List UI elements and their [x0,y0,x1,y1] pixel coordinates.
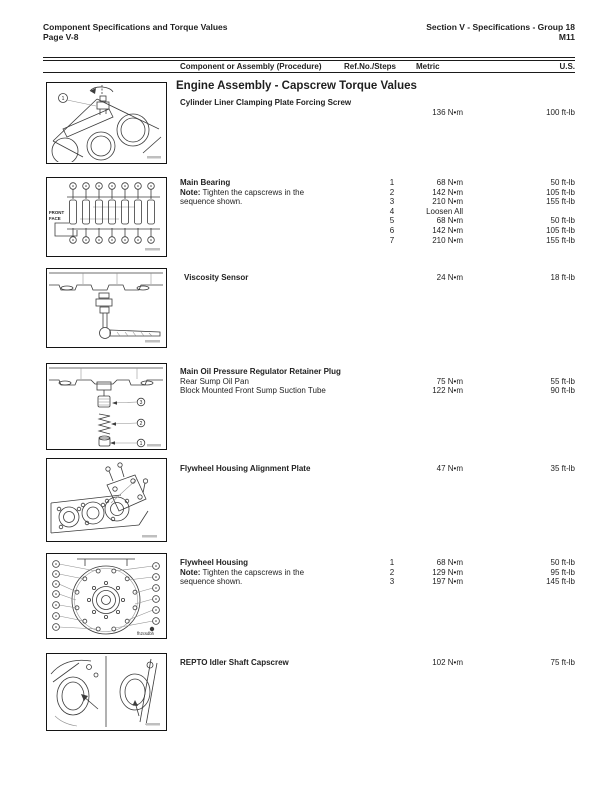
rule-top-2 [43,60,575,61]
page-header-left [43,22,228,42]
sub-row [0,377,612,387]
us-value: 55 ft-lb [550,376,575,386]
ratchet-head [100,328,111,339]
page-header-right [426,22,575,42]
note-label: Note: [180,187,201,197]
metric-value: 102 N•m [432,658,463,667]
front-face-label-1: FRONT [49,210,65,215]
us-value: 35 ft-lb [550,464,575,473]
metric-value: 210 N•m [432,197,463,207]
figure-caption: fh2csdbh [137,631,154,636]
col-header-metric: Metric [416,62,440,71]
value-row [0,273,612,283]
section-group: Section V - Specifications - Group 18 [426,22,575,32]
engine-model: M11 [558,32,575,42]
component-heading: Main Oil Pressure Regulator Retainer Plug [180,367,341,376]
step-ref: 6 [389,226,395,235]
metric-value: 122 N•m [432,386,463,396]
component-heading: Cylinder Liner Clamping Plate Forcing Screw [180,98,352,107]
step-row [0,558,612,568]
step-ref: 4 [389,206,395,216]
callout-2: 2 [139,420,143,427]
step-row [0,178,612,188]
us-value: 105 ft-lb [546,226,575,235]
metric-value: 75 N•m [436,376,463,386]
metric-value: 210 N•m [432,235,463,245]
metric-value: 68 N•m [436,216,463,226]
step-row [0,236,612,246]
metric-value: 129 N•m [432,567,463,577]
us-value: 100 ft-lb [546,107,575,117]
step-row [0,207,612,217]
page-number: Page V-8 [43,32,79,42]
us-value: 155 ft-lb [546,235,575,245]
col-header-ref: Ref.No./Steps [344,62,397,71]
metric-value: 68 N•m [436,558,463,567]
callout-3: 3 [139,399,143,406]
us-value: 155 ft-lb [546,197,575,207]
us-value: 75 ft-lb [550,658,575,667]
step-row [0,197,612,207]
us-value: 105 ft-lb [546,187,575,197]
us-value: 18 ft-lb [550,273,575,282]
step-ref: 2 [389,187,395,197]
metric-value: 142 N•m [432,187,463,197]
sub-row [0,386,612,396]
metric-value: 68 N•m [436,178,463,187]
metric-value: 47 N•m [436,464,463,473]
step-ref: 2 [389,567,395,577]
value-row [0,464,612,474]
step-ref: 1 [389,178,395,187]
step-row [0,226,612,236]
cylinder-liner-clamp-drawing [47,83,165,162]
step-ref: 3 [389,197,395,207]
sub-label: Block Mounted Front Sump Suction Tube [180,386,326,396]
callout-1: 1 [61,96,65,102]
doc-title: Component Specifications and Torque Values [43,22,228,32]
step-row [0,188,612,198]
component-heading: REPTO Idler Shaft Capscrew [180,658,289,667]
callout-1: 1 [139,440,143,447]
component-heading: Viscosity Sensor [184,273,249,282]
us-value: 90 ft-lb [550,386,575,396]
metric-value: 136 N•m [432,107,463,117]
metric-value: 24 N•m [436,273,463,282]
metric-value: Loosen All [426,206,463,216]
spring [99,414,110,434]
step-ref: 5 [389,216,395,226]
step-ref: 3 [389,577,395,587]
step-row [0,216,612,226]
front-face-label-2: FACE [49,216,61,221]
value-row [0,108,612,118]
metric-value: 142 N•m [432,226,463,235]
note-label: Note: [180,567,201,577]
value-row [0,658,612,668]
col-header-us: U.S. [559,62,575,71]
us-value: 50 ft-lb [550,558,575,567]
us-value: 145 ft-lb [546,577,575,587]
col-header-component: Component or Assembly (Procedure) [180,62,322,71]
component-heading: Flywheel Housing Alignment Plate [180,464,311,473]
us-value: 50 ft-lb [550,178,575,187]
figure-cylinder-liner-clamp-illustration [46,82,167,164]
page-title: Engine Assembly - Capscrew Torque Values [176,80,417,92]
step-ref: 1 [389,558,395,567]
step-row [0,577,612,587]
component-heading: Flywheel Housing [180,558,249,567]
metric-value: 197 N•m [432,577,463,587]
us-value: 50 ft-lb [550,216,575,226]
us-value: 95 ft-lb [550,567,575,577]
sub-label: Rear Sump Oil Pan [180,376,249,386]
rule-header-bottom [43,72,575,74]
rule-top-1 [43,57,575,58]
component-heading: Main Bearing [180,178,231,187]
step-ref: 7 [389,235,395,245]
step-row [0,568,612,578]
note-text: Tighten the capscrews in the sequence shown. [180,567,305,587]
note-text: Tighten the capscrews in the sequence shown. [180,187,305,207]
